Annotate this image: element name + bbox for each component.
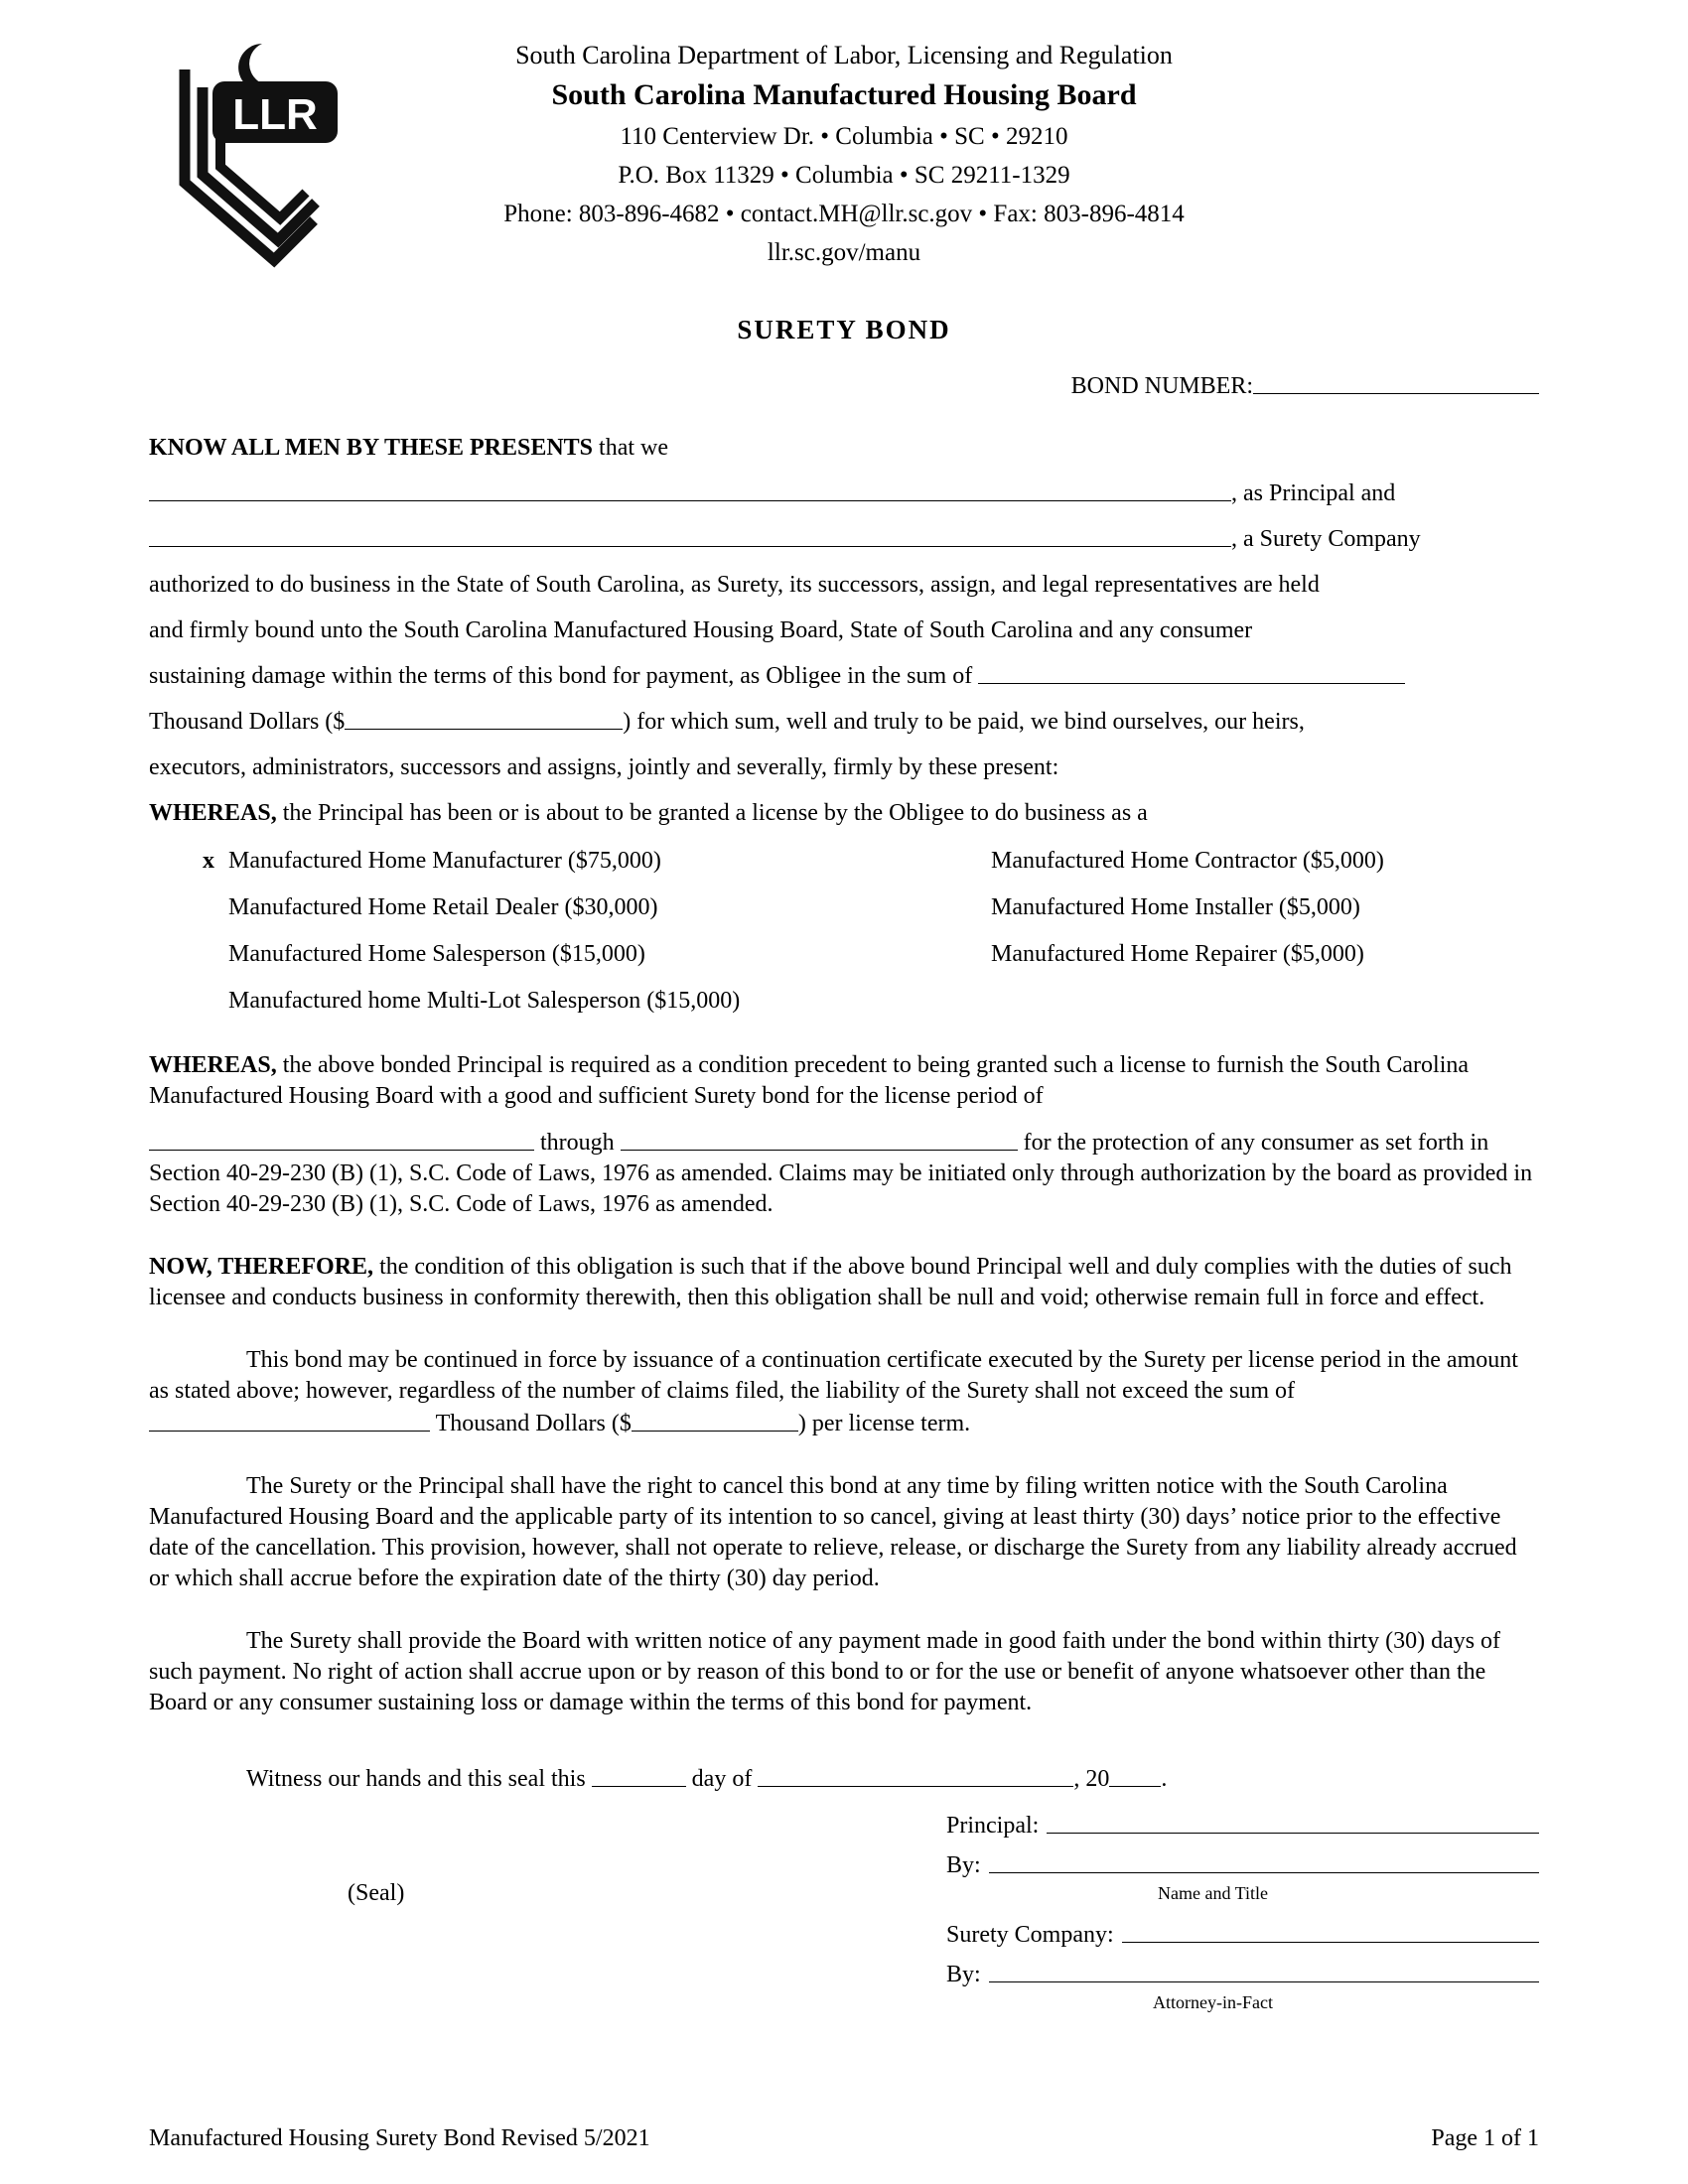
whereas2-bold: WHEREAS, [149, 1052, 277, 1078]
period-rest-text: for the protection of any consumer as set forth in Section 40-29-230 (B) (1), S.C. Code of Laws, 1976 as amended. Claims may be initiated only through authorization by the board as provided in Section 40-29-230 (B) (1), S.C. Code of Laws, 1976 as amended. [149, 1130, 1533, 1217]
whereas2-rest: the above bonded Principal is required as a condition precedent to being granted such a license to furnish the South Carolina Manufactured Housing Board with a good and sufficient Surety bond for the license period of [149, 1052, 1470, 1109]
manufacturer-checkbox[interactable]: x [203, 848, 214, 874]
surety-company-row [946, 1918, 1539, 1950]
by-label: By: [946, 1852, 981, 1878]
thousand-post-text: ) for which sum, well and truly to be paid, we bind ourselves, our heirs, [623, 709, 1305, 735]
department-name: South Carolina Department of Labor, Licensing and Regulation [515, 41, 1173, 69]
salesperson-option-label: Manufactured Home Salesperson ($15,000) [228, 941, 645, 967]
surety-by-row [946, 1958, 1539, 1989]
executors-line: executors, administrators, successors and assigns, jointly and severally, firmly by these present: [149, 754, 1059, 780]
phone-email-fax-line: Phone: 803-896-4682 • contact.MH@llr.sc.gov • Fax: 803-896-4814 [503, 201, 1185, 227]
witness-period-text: . [1161, 1766, 1168, 1792]
surety-name-blank[interactable] [149, 523, 1231, 547]
dollar-amount-blank[interactable] [345, 706, 623, 730]
held-line: authorized to do business in the State of South Carolina, as Surety, its successors, assign, and legal representatives are held [149, 572, 1320, 598]
license-period-line [149, 1126, 1539, 1220]
whereas1-rest: the Principal has been or is about to be granted a license by the Obligee to do business as a [276, 800, 1148, 826]
contractor-option-label: Manufactured Home Contractor ($5,000) [991, 848, 1384, 874]
period-start-blank[interactable] [149, 1127, 534, 1151]
whereas1-bold: WHEREAS, [149, 800, 277, 826]
principal-suffix-text: , as Principal and [1231, 480, 1396, 506]
page-footer [149, 2125, 1539, 2152]
llr-logo [175, 42, 346, 268]
principal-by-row [946, 1848, 1539, 1880]
letterhead [149, 40, 1539, 268]
whereas1-line [149, 790, 1539, 836]
llr-logo-text: LLR [232, 90, 318, 139]
document-title: SURETY BOND [737, 315, 951, 344]
retail-dealer-checkbox[interactable] [203, 885, 228, 931]
sum-amount-blank[interactable] [978, 660, 1405, 684]
now-therefore-rest: the condition of this obligation is such that if the above bound Principal well and duly complies with the duties of such licensee and conducts business in conformity therewith, then this obligation shall be null and void; otherwise remain full in force and effect. [149, 1254, 1512, 1310]
continuation-paragraph [149, 1345, 1539, 1439]
by2-label: By: [946, 1962, 981, 1987]
presents-line [149, 425, 1539, 471]
salesperson-checkbox[interactable] [203, 931, 228, 978]
multi-lot-option-label: Manufactured home Multi-Lot Salesperson ($15,000) [228, 988, 741, 1014]
through-text: through [534, 1130, 621, 1156]
liability-dollars-blank[interactable] [632, 1408, 798, 1432]
website-url: llr.sc.gov/manu [767, 239, 921, 266]
license-option-row [203, 931, 1539, 978]
now-therefore-bold: NOW, THEREFORE, [149, 1254, 374, 1280]
license-type-options [149, 838, 1539, 1024]
thousand-pre-text: Thousand Dollars ($ [149, 709, 346, 735]
seal-label: (Seal) [348, 1880, 405, 1906]
presents-rest-text: that we [593, 435, 669, 461]
sum-line [149, 653, 1539, 699]
sum-line-text: sustaining damage within the terms of this bond for payment, as Obligee in the sum of [149, 663, 979, 689]
principal-label: Principal: [946, 1813, 1040, 1839]
continuation-pre-text: This bond may be continued in force by issuance of a continuation certificate executed by the Surety per license period in the amount as stated above; however, regardless of the number of claims filed, the liability of the Surety shall not exceed the sum of [149, 1347, 1518, 1404]
manufacturer-option-label: Manufactured Home Manufacturer ($75,000) [228, 848, 661, 874]
cancellation-paragraph: The Surety or the Principal shall have the right to cancel this bond at any time by filing written notice with the South Carolina Manufactured Housing Board and the applicable party of its intention to so cancel, giving at least thirty (30) days’ notice prior to the effective date of the cancellation. This provision, however, shall not operate to relieve, release, or discharge the Surety from any liability already accrued or which shall accrue before the expiration date of the thirty (30) day period. [149, 1473, 1517, 1591]
principal-signature-blank[interactable] [1047, 1810, 1539, 1834]
bond-number-row [149, 369, 1539, 403]
presents-bold-text: KNOW ALL MEN BY THESE PRESENTS [149, 435, 594, 461]
thousand-dollars-line [149, 699, 1539, 745]
bond-number-label: BOND NUMBER: [1070, 373, 1253, 399]
whereas2-paragraph [149, 1050, 1539, 1112]
surety-name-line [149, 516, 1539, 562]
street-address: 110 Centerview Dr. • Columbia • SC • 29210 [620, 123, 1068, 150]
attorney-in-fact-caption: Attorney-in-Fact [1153, 1992, 1273, 2012]
license-option-row [203, 885, 1539, 931]
mailing-address: P.O. Box 11329 • Columbia • SC 29211-1329 [618, 162, 1070, 189]
bond-number-blank[interactable] [1253, 370, 1539, 394]
witness-dayof-text: day of [685, 1766, 759, 1792]
bound-line: and firmly bound unto the South Carolina Manufactured Housing Board, State of South Carolina and any consumer [149, 617, 1253, 643]
footer-page-number: Page 1 of 1 [1431, 2125, 1539, 2151]
payment-notice-paragraph: The Surety shall provide the Board with written notice of any payment made in good faith under the bond within thirty (30) days of such payment. No right of action shall accrue upon or by reason of this bond to or for the use or benefit of anyone whatsoever other than the Board or any consumer sustaining loss or damage within the terms of this bond for payment. [149, 1628, 1501, 1715]
surety-suffix-text: , a Surety Company [1231, 526, 1421, 552]
principal-name-blank[interactable] [149, 478, 1231, 501]
continuation-post-text: ) per license term. [797, 1411, 971, 1436]
witness-month-blank[interactable] [758, 1763, 1073, 1787]
attorney-signature-blank[interactable] [989, 1959, 1539, 1982]
license-option-row [203, 838, 1539, 885]
principal-name-line [149, 471, 1539, 516]
empty-cell [991, 978, 1539, 1024]
signature-section [149, 1809, 1539, 2013]
principal-signature-row [946, 1809, 1539, 1841]
board-name: South Carolina Manufactured Housing Board [551, 78, 1137, 111]
license-option-row [203, 978, 1539, 1024]
now-therefore-paragraph [149, 1252, 1539, 1313]
witness-year-blank[interactable] [1109, 1763, 1161, 1787]
liability-sum-blank[interactable] [149, 1408, 430, 1432]
multi-lot-checkbox[interactable] [203, 978, 228, 1024]
opening-clause [149, 425, 1539, 836]
principal-by-signature-blank[interactable] [989, 1849, 1539, 1873]
witness-day-blank[interactable] [592, 1763, 686, 1787]
continuation-mid-text: Thousand Dollars ($ [430, 1411, 632, 1436]
witness-line [149, 1762, 1539, 1795]
surety-company-blank[interactable] [1122, 1919, 1539, 1943]
retail-dealer-option-label: Manufactured Home Retail Dealer ($30,000) [228, 894, 658, 920]
surety-company-label: Surety Company: [946, 1922, 1114, 1948]
installer-option-label: Manufactured Home Installer ($5,000) [991, 894, 1360, 920]
period-end-blank[interactable] [621, 1127, 1018, 1151]
witness-pre-text: Witness our hands and this seal this [246, 1766, 592, 1792]
signature-block [946, 1809, 1539, 2013]
name-and-title-caption: Name and Title [1158, 1883, 1268, 1903]
footer-revision-text: Manufactured Housing Surety Bond Revised 5/2021 [149, 2125, 650, 2151]
witness-year-prefix: , 20 [1073, 1766, 1110, 1792]
repairer-option-label: Manufactured Home Repairer ($5,000) [991, 941, 1364, 967]
